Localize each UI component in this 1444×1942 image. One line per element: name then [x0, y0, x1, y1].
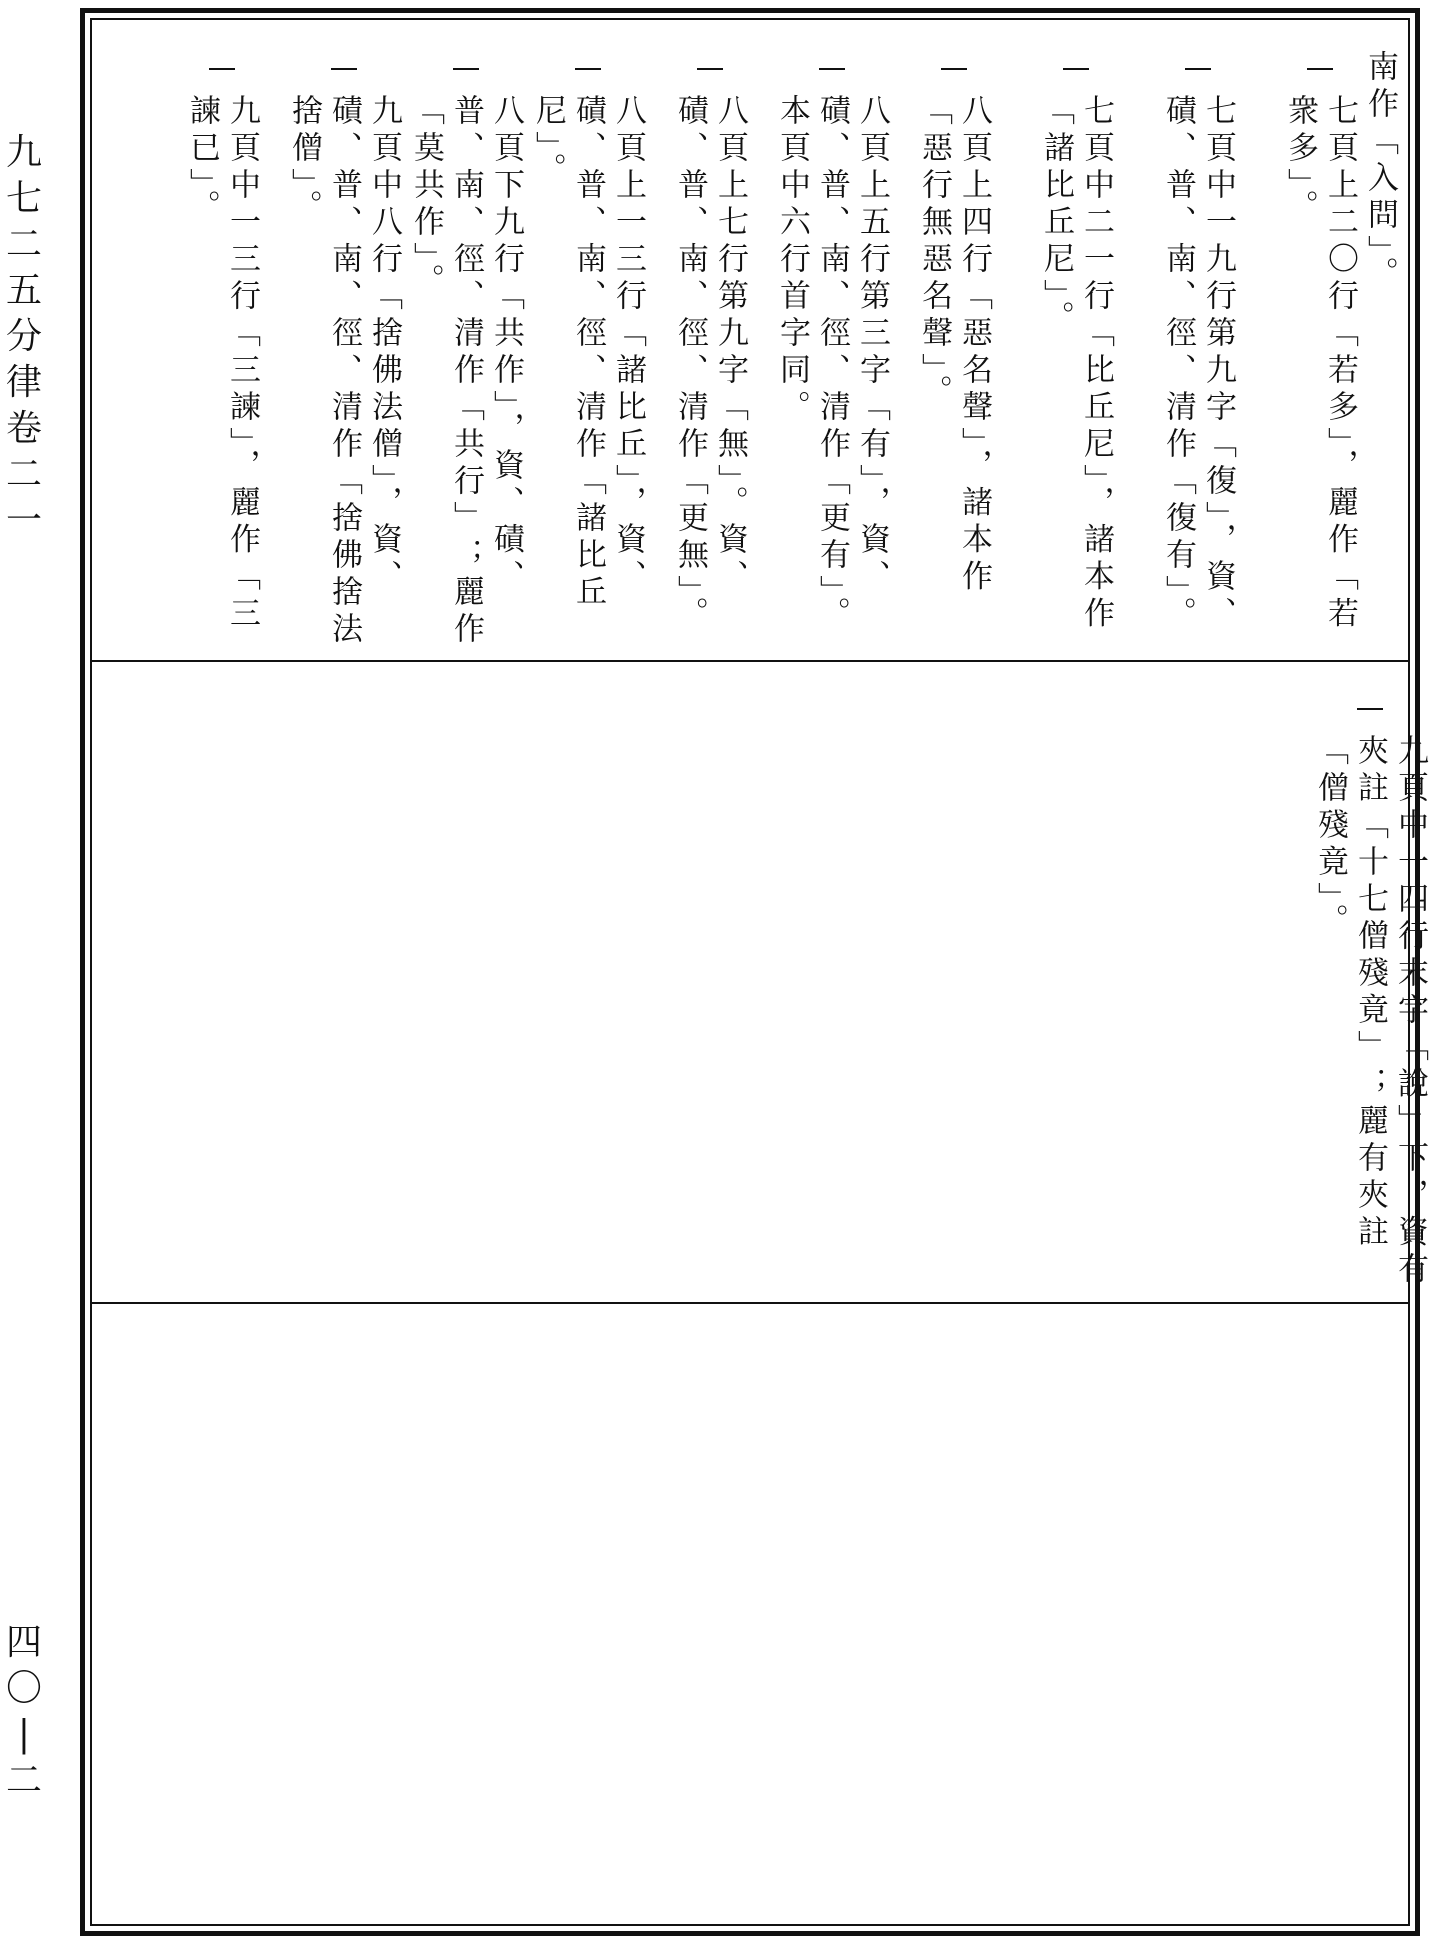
margin-title-char: 律 [5, 362, 42, 403]
entry-bullet-mark [453, 68, 479, 70]
entry-text: 八頁上五行第三字「有」，資、磧、普、南、徑、清作「更有」。本頁中六行首字同。 [774, 94, 890, 634]
margin-title [4, 130, 44, 544]
entry-text: 七頁中二一行「比丘尼」，諸本作「諸比丘尼」。 [1038, 94, 1114, 634]
margin-title-char: 二 [5, 224, 42, 265]
entry-bullet-mark [1063, 68, 1089, 70]
text-column [672, 50, 748, 654]
column-text: 南作「入問」。 [1362, 50, 1398, 294]
margin-title-char: 卷 [5, 408, 42, 449]
margin-title-char: 二 [5, 454, 42, 495]
text-column [1352, 50, 1408, 294]
entry-text: 七頁中一九行第九字「復」，資、磧、普、南、徑、清作「復有」。 [1160, 94, 1236, 634]
text-band-middle [92, 668, 1428, 1302]
text-column [1312, 690, 1428, 1294]
text-column [1038, 50, 1114, 654]
band-divider [92, 660, 1408, 662]
text-column [1160, 50, 1236, 654]
margin-title-char: 七 [5, 178, 42, 219]
entry-bullet-mark [819, 68, 845, 70]
margin-page-char: 二 [5, 1760, 42, 1801]
text-band-top [92, 28, 1408, 660]
entry-bullet-mark [1185, 68, 1211, 70]
band-divider [92, 1302, 1408, 1304]
margin-title-char: 九 [5, 132, 42, 173]
margin-page-char: 〇 [5, 1668, 42, 1709]
margin-page-number [4, 1620, 44, 1804]
margin-page-char: 四 [5, 1622, 42, 1663]
page-frame [80, 8, 1428, 1936]
entry-bullet-mark [209, 68, 235, 70]
entry-bullet-mark [941, 68, 967, 70]
margin-title-char: 五 [5, 270, 42, 311]
text-column [530, 50, 646, 654]
page-inner-border [90, 18, 1428, 1926]
text-column [1282, 50, 1358, 654]
entry-text: 九頁中八行「捨佛法僧」，資、磧、普、南、徑、清作「捨佛捨法捨僧」。 [286, 94, 402, 649]
entry-text: 八頁下九行「共作」，資、磧、普、南、徑、清作「共行」；麗作「莫共作」。 [408, 94, 524, 649]
entry-text: 七頁上二〇行「若多」，麗作「若衆多」。 [1282, 94, 1358, 634]
entry-bullet-mark [331, 68, 357, 70]
margin-page-char: | [17, 1714, 31, 1755]
text-column [916, 50, 992, 654]
entry-text: 九頁中一三行「三諫」，麗作「三諫已」。 [184, 94, 260, 634]
entry-text: 八頁上一三行「諸比丘」，資、磧、普、南、徑、清作「諸比丘尼」。 [530, 94, 646, 612]
margin-title-char: 分 [5, 316, 42, 357]
entry-bullet-mark [1307, 68, 1333, 70]
entry-bullet-mark [697, 68, 723, 70]
margin-title-char: 一 [5, 500, 42, 541]
text-column [184, 50, 260, 654]
entry-text: 九頁中一四行末字「說」下，資有夾註「十七僧殘竟」；麗有夾註「僧殘竟」。 [1312, 734, 1428, 1289]
entry-text: 八頁上七行第九字「無」。資、磧、普、南、徑、清作「更無」。 [672, 94, 748, 634]
text-column [286, 50, 402, 654]
entry-bullet-mark [1357, 708, 1383, 710]
entry-text: 八頁上四行「惡名聲」，諸本作「惡行無惡名聲」。 [916, 94, 992, 597]
text-column [408, 50, 524, 654]
entry-bullet-mark [575, 68, 601, 70]
text-column [774, 50, 890, 654]
